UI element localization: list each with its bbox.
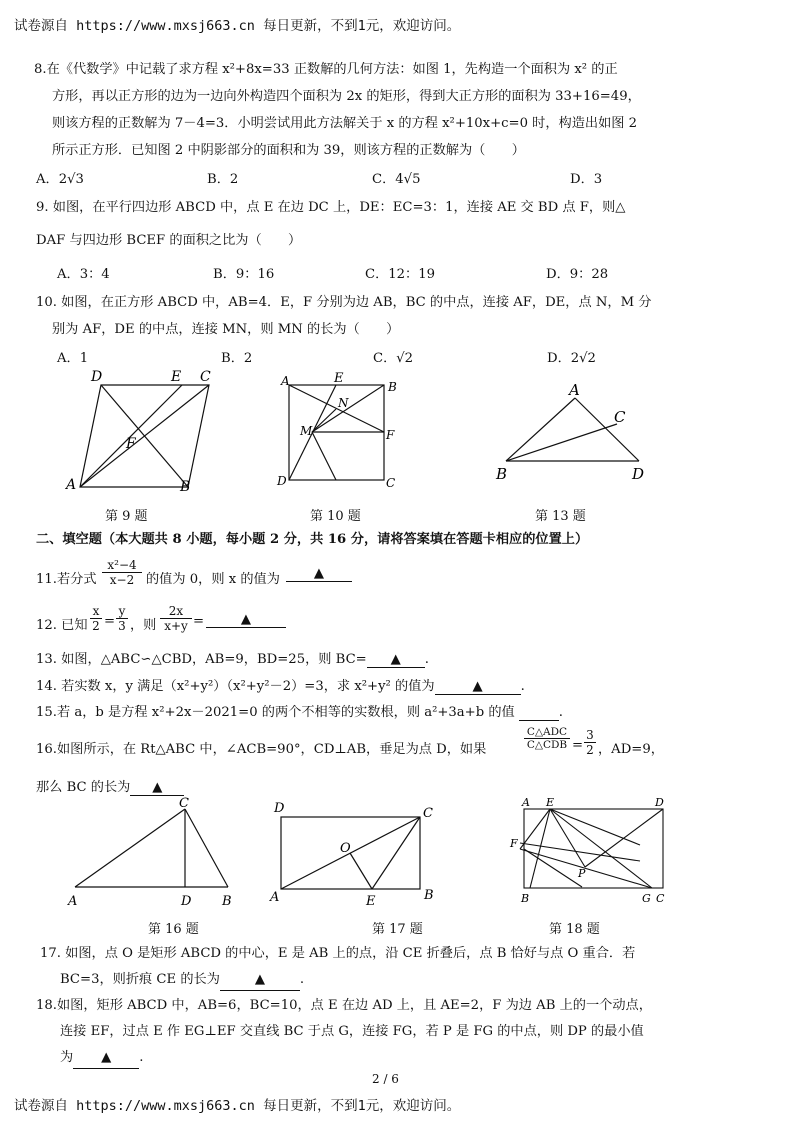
- q16-post: ，AD=9，: [598, 742, 664, 757]
- q13-answer-blank[interactable]: ▲: [367, 652, 425, 668]
- q9-option-b: B．9：16: [213, 267, 275, 282]
- q10-option-d: D．2√2: [547, 351, 596, 366]
- q17-line-2-text: BC=3，则折痕 CE 的长为: [60, 972, 220, 987]
- q12-f3-num: 2x: [160, 604, 192, 619]
- q12-f1-num: x: [90, 604, 102, 619]
- q18-line-1: 18.如图，矩形 ABCD 中，AB=6，BC=10，点 E 在边 AD 上，且 AE=2，F 为边 AB 上的一个动点，: [36, 998, 652, 1013]
- q12-pre: 12. 已知: [36, 618, 88, 633]
- fig18-label-c: C: [656, 892, 665, 905]
- fig10-caption: 第 10 题: [310, 509, 361, 524]
- q18-answer-blank[interactable]: ▲: [73, 1048, 139, 1069]
- q14: 14. 若实数 x，y 满足（x²+y²）（x²+y²－2）=3，求 x²+y² 的值为 ▲ .: [36, 679, 525, 694]
- fig9-label-f: F: [126, 436, 136, 452]
- q8-line-4: 所示正方形．已知图 2 中阴影部分的面积和为 39，则该方程的正数解为（ ）: [52, 143, 525, 158]
- fig9-parallelogram: [80, 385, 209, 487]
- q10-line-2: 别为 AF，DE 的中点，连接 MN，则 MN 的长为（ ）: [52, 322, 400, 337]
- fig10-label-n: N: [338, 396, 349, 410]
- fig18-label-f: F: [510, 837, 518, 850]
- q16-f-num: 3: [584, 728, 596, 743]
- fig17-label-b: B: [424, 888, 434, 903]
- fig13-caption: 第 13 题: [535, 509, 586, 524]
- q16-num: C△ADC: [524, 726, 570, 739]
- q12-eq: =: [104, 614, 116, 629]
- q12-f1-den: 2: [92, 619, 100, 633]
- q10-line-1: 10. 如图，在正方形 ABCD 中，AB=4．E，F 分别为边 AB，BC 的中点，连接 AF，DE，点 N，M 分: [36, 295, 652, 310]
- q18-line-3-text: 为: [60, 1050, 74, 1065]
- q8-line-3: 则该方程的正数解为 7－4=3．小明尝试用此方法解关于 x 的方程 x²+10x+c=0 时，构造出如图 2: [52, 116, 638, 131]
- fig17-label-e: E: [366, 894, 376, 909]
- fig9-label-e: E: [171, 369, 182, 385]
- q9-line-2: DAF 与四边形 BCEF 的面积之比为（ ）: [36, 233, 302, 248]
- q9-option-a: A．3：4: [57, 267, 110, 282]
- q16-pre: 16.如图所示，在 Rt△ABC 中，∠ACB=90°，CD⊥AB，垂足为点 D，如果: [36, 742, 487, 757]
- q12-f2-den: 3: [118, 619, 126, 633]
- q14-answer-blank[interactable]: ▲: [435, 679, 521, 695]
- fig9-label-d: D: [91, 369, 103, 385]
- fig10-label-e: E: [334, 371, 344, 386]
- fig10-label-c: C: [386, 476, 396, 490]
- q13-text: 13. 如图，△ABC∽△CBD，AB=9，BD=25，则 BC=: [36, 652, 367, 667]
- fig16-label-d: D: [181, 894, 192, 909]
- q17-line-1: 17. 如图，点 O 是矩形 ABCD 的中心，E 是 AB 上的点，沿 CE 折叠后，点 B 恰好与点 O 重合．若: [40, 946, 636, 961]
- q10-option-a: A．1: [57, 351, 89, 366]
- q16-eq: =: [572, 738, 584, 753]
- fig16-label-b: B: [222, 894, 232, 909]
- fig18-label-e: E: [546, 796, 555, 809]
- q16-line-2: [36, 776, 184, 796]
- q17-line-2: BC=3，则折痕 CE 的长为 ▲ .: [60, 970, 304, 991]
- q12-f3-den: x+y: [164, 619, 188, 633]
- fig18-label-p: P: [578, 867, 586, 880]
- fig16-triangle: [75, 809, 228, 887]
- fig10-label-m: M: [300, 424, 313, 438]
- q12-post: =: [193, 614, 205, 629]
- fig10-label-a: A: [281, 374, 290, 388]
- q13: 13. 如图，△ABC∽△CBD，AB=9，BD=25，则 BC= ▲ .: [36, 652, 429, 667]
- q12-answer-blank[interactable]: ▲: [206, 612, 286, 628]
- fig16-caption: 第 16 题: [148, 922, 199, 937]
- q11-answer-blank[interactable]: ▲: [286, 566, 352, 582]
- footer-banner: 试卷源自 https://www.mxsj663.cn 每日更新，不到1元，欢迎访问。: [14, 1098, 461, 1114]
- fig13-label-c: C: [614, 408, 626, 426]
- fig9-label-a: A: [66, 477, 77, 493]
- q11-pre: 11.若分式: [36, 572, 97, 587]
- fig13-label-a: A: [569, 381, 580, 399]
- q9-option-c: C．12：19: [365, 267, 436, 282]
- fig17-label-o: O: [340, 841, 351, 856]
- fig17-label-a: A: [270, 890, 280, 905]
- fig17-caption: 第 17 题: [372, 922, 423, 937]
- q18-line-3: 为 ▲ .: [60, 1048, 143, 1069]
- fig10-label-f: F: [386, 428, 395, 442]
- fig13-label-b: B: [496, 465, 508, 483]
- q18-line-2: 连接 EF，过点 E 作 EG⊥EF 交直线 BC 于点 G，连接 FG，若 P 是 FG 的中点，则 DP 的最小值: [60, 1024, 644, 1039]
- fig17-label-d: D: [274, 801, 285, 816]
- figures-top: [0, 365, 794, 525]
- fig18-label-g: G: [642, 892, 651, 905]
- section-2-title: 二、填空题（本大题共 8 小题，每小题 2 分，共 16 分，请将答案填在答题卡相应的位置上）: [36, 532, 589, 547]
- page-number: 2 / 6: [372, 1072, 399, 1086]
- q9-option-d: D．9：28: [546, 267, 609, 282]
- fig16-label-a: A: [68, 894, 78, 909]
- q11-num: x²−4: [102, 558, 142, 573]
- q8-option-a: A．2√3: [36, 172, 84, 187]
- q10-option-c: C．√2: [373, 351, 414, 366]
- fig9-label-b: B: [180, 479, 191, 495]
- q16-line-2-text: 那么 BC 的长为: [36, 780, 131, 795]
- q11-post: 的值为 0，则 x 的值为: [146, 572, 280, 587]
- q15: 15.若 a，b 是方程 x²+2x－2021=0 的两个不相等的实数根，则 a²+3a+b 的值 .: [36, 705, 563, 720]
- q9-line-1: 9. 如图，在平行四边形 ABCD 中，点 E 在边 DC 上，DE：EC=3：1，连接 AE 交 BD 点 F，则△: [36, 200, 626, 215]
- q15-answer-blank[interactable]: [519, 705, 559, 721]
- q16-f-den: 2: [586, 743, 594, 757]
- fig18-caption: 第 18 题: [549, 922, 600, 937]
- fig16-label-c: C: [179, 796, 189, 811]
- q8-option-c: C．4√5: [372, 172, 421, 187]
- q12-f2-num: y: [116, 604, 128, 619]
- q16-den: C△CDB: [526, 739, 568, 751]
- fig10-label-d: D: [277, 474, 287, 488]
- q11-den: x−2: [109, 573, 135, 587]
- figures-mid: [0, 795, 794, 920]
- header-banner: 试卷源自 https://www.mxsj663.cn 每日更新，不到1元，欢迎访问。: [14, 18, 461, 34]
- fig18-label-b: B: [521, 892, 530, 905]
- q8-line-2: 方形，再以正方形的边为一边向外构造四个面积为 2x 的矩形，得到大正方形的面积为 33+16=49，: [52, 89, 641, 104]
- fig18-rectangle: [520, 809, 663, 888]
- fig13-label-d: D: [632, 465, 645, 483]
- fig17-label-c: C: [423, 806, 433, 821]
- q14-text: 14. 若实数 x，y 满足（x²+y²）（x²+y²－2）=3，求 x²+y² 的值为: [36, 679, 435, 694]
- q8-option-b: B．2: [207, 172, 239, 187]
- q17-answer-blank[interactable]: ▲: [220, 970, 300, 991]
- q8-line-1: 8.在《代数学》中记载了求方程 x²+8x=33 正数解的几何方法：如图 1，先构造一个面积为 x² 的正: [34, 62, 618, 77]
- fig9-caption: 第 9 题: [105, 509, 148, 524]
- fig9-label-c: C: [200, 369, 211, 385]
- q12-mid: ，则: [130, 618, 157, 633]
- fig18-label-a: A: [522, 796, 530, 809]
- q15-text: 15.若 a，b 是方程 x²+2x－2021=0 的两个不相等的实数根，则 a²+3a+b 的值: [36, 705, 515, 720]
- q16-answer-blank[interactable]: ▲: [130, 780, 184, 796]
- q10-option-b: B．2: [221, 351, 253, 366]
- q8-option-d: D．3: [570, 172, 603, 187]
- fig18-label-d: D: [655, 796, 664, 809]
- fig10-label-b: B: [388, 380, 397, 394]
